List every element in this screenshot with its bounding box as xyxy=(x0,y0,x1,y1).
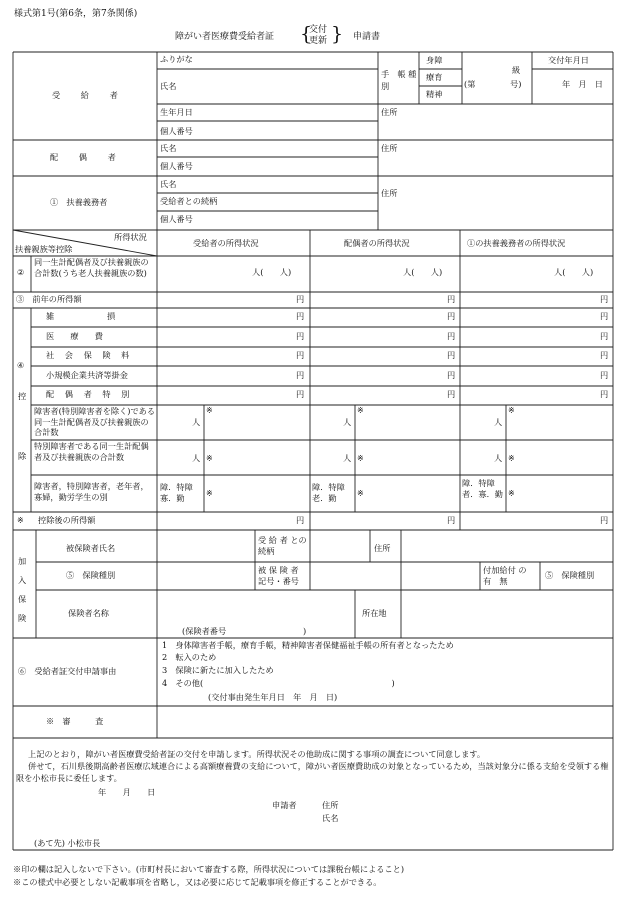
deduction-casualty: 雑 損 xyxy=(46,311,120,321)
reason-item-4: 4 その他( ) xyxy=(162,678,395,688)
income-corner-bottom: 扶養親族等控除 xyxy=(15,244,73,254)
d1-supporter-yen: 円 xyxy=(600,311,609,321)
s1-supporter-person: 人 xyxy=(494,417,503,427)
supporter-label: ① 扶養義務者 xyxy=(50,197,108,207)
recipient-birth-date-label: 生年月日 xyxy=(160,107,193,117)
d2-recipient-yen: 円 xyxy=(296,331,305,341)
form-number: 様式第1号(第6条，第7条関係) xyxy=(14,9,138,19)
declaration-p2: 併せて，石川県後期高齢者医療広域連合による高額療養費の支給について，障がい者医療費助成の対象となっているため，当該対象分に係る支給を受領する権限を小松市長に委任します。 xyxy=(16,761,609,783)
s3-spouse-category: 障．特障 老．勤 xyxy=(312,482,345,503)
s1-spouse-asterisk: ※ xyxy=(357,405,364,415)
deduction-number: ④ xyxy=(17,360,25,370)
applicant-address-label: 住所 xyxy=(322,800,339,810)
d3-supporter-yen: 円 xyxy=(600,350,609,360)
brace-right-icon: } xyxy=(331,23,344,45)
grade-close: 号) xyxy=(510,79,522,89)
recipient-label: 受 給 者 xyxy=(52,90,127,100)
after-supporter-yen: 円 xyxy=(600,515,609,525)
insurer-location-label: 所在地 xyxy=(362,608,387,618)
row3-spouse-yen: 円 xyxy=(447,294,456,304)
applicant-name-label: 氏名 xyxy=(322,813,339,823)
grade-open: (第 xyxy=(464,79,476,89)
insured-name-label: 被保険者氏名 xyxy=(66,543,116,553)
deduction-medical: 医 療 費 xyxy=(46,331,107,341)
s1-spouse-person: 人 xyxy=(343,417,352,427)
deduction-social-insurance: 社 会 保 険 料 xyxy=(46,350,134,360)
d5-supporter-yen: 円 xyxy=(600,389,609,399)
declaration-p1: 上記のとおり，障がい者医療費受給者証の交付を申請します。所得状況その他助成に関する事項の調査について同意します。 xyxy=(28,749,486,759)
s2-supporter-person: 人 xyxy=(494,453,503,463)
d3-spouse-yen: 円 xyxy=(447,350,456,360)
addressee: (あて先) 小松市長 xyxy=(34,838,101,848)
brace-left-icon: { xyxy=(300,23,313,45)
s3-recipient-asterisk: ※ xyxy=(206,488,213,498)
declaration-date: 年 月 日 xyxy=(98,787,156,797)
furigana-label: ふりがな xyxy=(160,54,193,64)
d2-supporter-yen: 円 xyxy=(600,331,609,341)
special-severe-count: 特別障害者である同一生計配偶者及び扶養親族の合計数 xyxy=(34,441,149,462)
title-option-renew: 更新 xyxy=(309,36,328,46)
s2-recipient-asterisk: ※ xyxy=(206,453,213,463)
spouse-label: 配 偶 者 xyxy=(50,152,125,162)
deduction-char-1: 控 xyxy=(18,391,27,401)
reason-occurrence-date: (交付事由発生年月日 年 月 日) xyxy=(208,692,338,702)
spouse-personal-number-label: 個人番号 xyxy=(160,161,193,171)
recipient-name-label: 氏名 xyxy=(160,81,177,91)
insurance-side-label: 加入保険 xyxy=(18,556,27,623)
d4-supporter-yen: 円 xyxy=(600,370,609,380)
insurance-kind-left: ⑤ 保険種別 xyxy=(66,570,116,580)
income-col-spouse: 配偶者の所得状況 xyxy=(344,238,410,248)
s1-recipient-asterisk: ※ xyxy=(206,405,213,415)
d3-recipient-yen: 円 xyxy=(296,350,305,360)
handbook-option-physical: 身障 xyxy=(426,55,443,65)
row3-recipient-yen: 円 xyxy=(296,294,305,304)
review-label: ※ 審 査 xyxy=(46,716,104,726)
s3-spouse-asterisk: ※ xyxy=(357,488,364,498)
insured-relation-label: 受 給 者 との続柄 xyxy=(258,535,307,556)
handbook-type-label: 手 帳 種 別 xyxy=(381,69,425,91)
issue-date-label: 交付年月日 xyxy=(548,55,589,65)
d4-recipient-yen: 円 xyxy=(296,370,305,380)
insurance-kind-right: ⑤ 保険種別 xyxy=(545,570,595,580)
d1-recipient-yen: 円 xyxy=(296,311,305,321)
row3-supporter-yen: 円 xyxy=(600,294,609,304)
title-option-issue: 交付 xyxy=(309,25,328,35)
row2-supporter-unit: 人( 人) xyxy=(554,267,594,277)
after-spouse-yen: 円 xyxy=(447,515,456,525)
supporter-address-label: 住所 xyxy=(381,188,398,198)
s3-recipient-category: 障．特障 寡．勤 xyxy=(160,482,193,503)
special-category: 障害者，特別障害者，老年者，寡婦，勤労学生の別 xyxy=(34,481,149,502)
income-col-supporter: ①の扶養義務者の所得状況 xyxy=(467,238,566,248)
reason-item-2: 2 転入のため xyxy=(162,652,217,662)
row2-label: 同一生計配偶者及び扶養親族の合計数(うち老人扶養親族の数) xyxy=(34,257,149,278)
after-recipient-yen: 円 xyxy=(296,515,305,525)
form-title: 障がい者医療費受給者証 xyxy=(175,32,275,42)
d4-spouse-yen: 円 xyxy=(447,370,456,380)
grade-label: 級 xyxy=(512,65,521,75)
s1-recipient-person: 人 xyxy=(192,417,201,427)
spouse-name-label: 氏名 xyxy=(160,143,177,153)
row2-recipient-unit: 人( 人) xyxy=(252,267,292,277)
footnote-2: ※この様式中必要としない記載事項を省略し，又は必要に応じて記載事項を修正することができる。 xyxy=(13,877,382,887)
income-col-recipient: 受給者の所得状況 xyxy=(193,238,259,248)
additional-benefit-label: 付加給付 の 有 無 xyxy=(483,565,535,586)
s3-supporter-asterisk: ※ xyxy=(508,488,515,498)
after-asterisk: ※ xyxy=(17,515,24,525)
reason-item-3: 3 保険に新たに加入したため xyxy=(162,665,274,675)
title-suffix: 申請書 xyxy=(353,32,381,42)
supporter-name-label: 氏名 xyxy=(160,179,177,189)
footnote-1: ※印の欄は記入しないで下さい。(市町村長において審査する際，所得状況については課税台帳によること) xyxy=(13,864,405,874)
supporter-personal-number-label: 個人番号 xyxy=(160,214,193,224)
deduction-small-business: 小規模企業共済等掛金 xyxy=(46,370,128,380)
recipient-address-label: 住所 xyxy=(381,107,398,117)
applicant-label: 申請者 xyxy=(272,800,297,810)
s2-spouse-asterisk: ※ xyxy=(357,453,364,463)
supporter-relation-label: 受給者との続柄 xyxy=(160,196,218,206)
after-deduction-label: 控除後の所得額 xyxy=(38,515,96,525)
handbook-option-intellectual: 療育 xyxy=(426,72,443,82)
s1-supporter-asterisk: ※ xyxy=(508,405,515,415)
d2-spouse-yen: 円 xyxy=(447,331,456,341)
insurer-number-label: (保険者番号 xyxy=(182,626,227,636)
insured-address-label: 住所 xyxy=(374,543,391,553)
d5-spouse-yen: 円 xyxy=(447,389,456,399)
d1-spouse-yen: 円 xyxy=(447,311,456,321)
row3-label: ③ 前年の所得額 xyxy=(16,294,82,304)
recipient-personal-number-label: 個人番号 xyxy=(160,126,193,136)
insurance-card-number-label: 被 保 険 者 記号・番号 xyxy=(258,565,299,586)
d5-recipient-yen: 円 xyxy=(296,389,305,399)
income-corner-top: 所得状況 xyxy=(114,232,147,242)
row2-number: ② xyxy=(17,267,25,277)
handbook-option-mental: 精神 xyxy=(426,89,443,99)
insurer-name-label: 保険者名称 xyxy=(68,608,109,618)
spouse-address-label: 住所 xyxy=(381,143,398,153)
deduction-spouse-special: 配 偶 者 特 別 xyxy=(46,389,134,399)
special-disabled-count: 障害者(特別障害者を除く)である同一生計配偶者及び扶養親族の合計数 xyxy=(34,406,156,437)
s2-recipient-person: 人 xyxy=(192,453,201,463)
s2-spouse-person: 人 xyxy=(343,453,352,463)
insurer-number-close: ) xyxy=(303,626,307,636)
s2-supporter-asterisk: ※ xyxy=(508,453,515,463)
issue-date-value: 年 月 日 xyxy=(562,79,603,89)
reason-item-1: 1 身体障害者手帳，療育手帳，精神障害者保健福祉手帳の所有者となったため xyxy=(162,640,454,650)
deduction-char-2: 除 xyxy=(18,451,27,461)
s3-supporter-category: 障．特障者．寡．勤 xyxy=(462,478,503,499)
row2-spouse-unit: 人( 人) xyxy=(403,267,443,277)
reason-label: ⑥ 受給者証交付申請事由 xyxy=(18,666,117,676)
